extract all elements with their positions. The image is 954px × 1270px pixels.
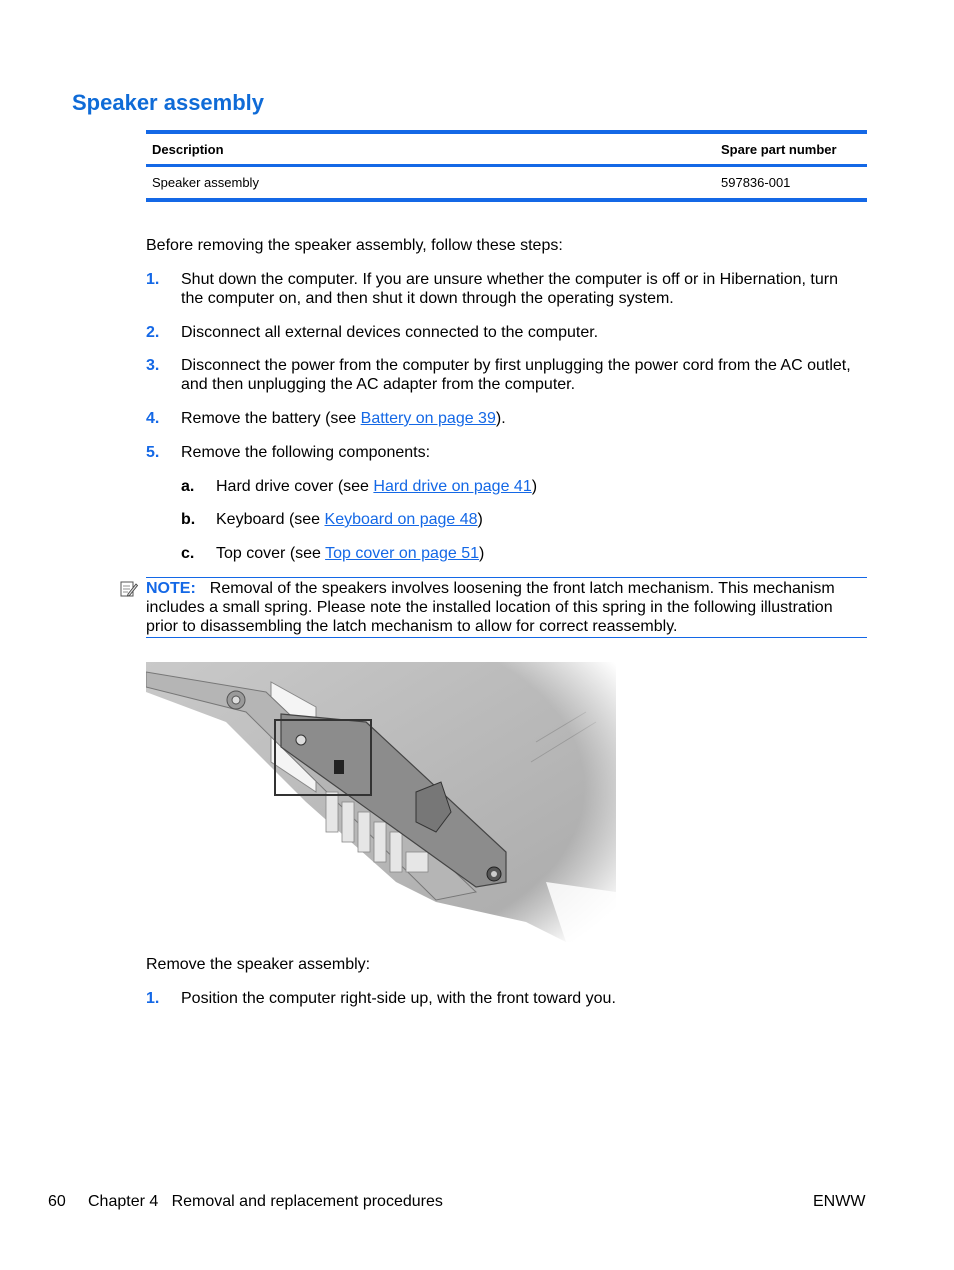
substep-text — [216, 510, 483, 529]
footer-page-number: 60 — [48, 1193, 66, 1210]
step-number: 4. — [146, 410, 160, 427]
step-number: 5. — [146, 444, 160, 461]
step-text-line: Shut down the computer. If you are unsure whether the computer is off or in Hibernation, turn — [181, 271, 838, 288]
substep-text-prefix: Keyboard (see — [216, 511, 325, 528]
substep-letter: b. — [181, 511, 196, 528]
footer-right: ENWW — [813, 1193, 866, 1210]
substep-text-prefix: Top cover (see — [216, 545, 326, 562]
step-text-line: the computer on, and then shut it down through the operating system. — [181, 290, 674, 307]
note-pencil-icon — [120, 580, 138, 598]
note-line-text: Removal of the speakers involves loosening the front latch mechanism. This mechanism — [209, 580, 835, 597]
keyboard-link[interactable]: Keyboard on page 48 — [324, 511, 478, 528]
step-number: 1. — [146, 990, 160, 1007]
intro-text: Before removing the speaker assembly, follow these steps: — [146, 237, 563, 254]
step-text: Remove the following components: — [181, 444, 431, 461]
step-text-suffix: ). — [495, 410, 506, 427]
note-label: NOTE: — [146, 580, 196, 597]
note-line: prior to disassembling the latch mechanism to allow for correct reassembly. — [146, 618, 678, 635]
substep-letter: a. — [181, 478, 195, 495]
table-cell-description: Speaker assembly — [152, 175, 259, 190]
substep-text — [216, 477, 537, 496]
table-header-part-number: Spare part number — [721, 141, 837, 157]
substep-text-suffix: ) — [478, 545, 485, 562]
remove-intro-text: Remove the speaker assembly: — [146, 956, 371, 973]
substep-text-prefix: Hard drive cover (see — [216, 478, 374, 495]
substep-text-suffix: ) — [531, 478, 538, 495]
top-cover-link[interactable]: Top cover on page 51 — [325, 545, 479, 562]
footer-chapter: Chapter 4 Removal and replacement procedures — [88, 1193, 443, 1210]
step-number: 2. — [146, 324, 160, 341]
substep-letter: c. — [181, 545, 195, 562]
step-number: 1. — [146, 271, 160, 288]
substep-text — [216, 544, 484, 563]
table-row — [146, 167, 867, 198]
parts-table — [146, 130, 867, 202]
note-text — [146, 579, 864, 636]
step-text — [181, 356, 851, 394]
latch-mechanism-illustration — [146, 652, 626, 952]
step-text — [181, 270, 838, 308]
step-number: 3. — [146, 357, 160, 374]
note-line: includes a small spring. Please note the installed location of this spring in the following illustration — [146, 599, 833, 616]
step-text: Position the computer right-side up, with the front toward you. — [181, 990, 616, 1007]
hard-drive-link[interactable]: Hard drive on page 41 — [373, 478, 532, 495]
step-text-line: Disconnect the power from the computer by first unplugging the power cord from the AC outlet, — [181, 357, 851, 374]
substep-text-suffix: ) — [477, 511, 483, 528]
battery-link[interactable]: Battery on page 39 — [360, 410, 496, 427]
table-header-row — [146, 134, 867, 167]
note-line — [146, 579, 864, 598]
table-header-description: Description — [152, 141, 224, 157]
step-text-prefix: Remove the battery (see — [181, 410, 361, 427]
step-text-line: and then unplugging the AC adapter from the computer. — [181, 376, 576, 393]
step-text — [181, 409, 506, 428]
table-cell-part-number: 597836-001 — [721, 175, 791, 190]
page-title: Speaker assembly — [72, 90, 265, 115]
step-text: Disconnect all external devices connected to the computer. — [181, 324, 599, 341]
